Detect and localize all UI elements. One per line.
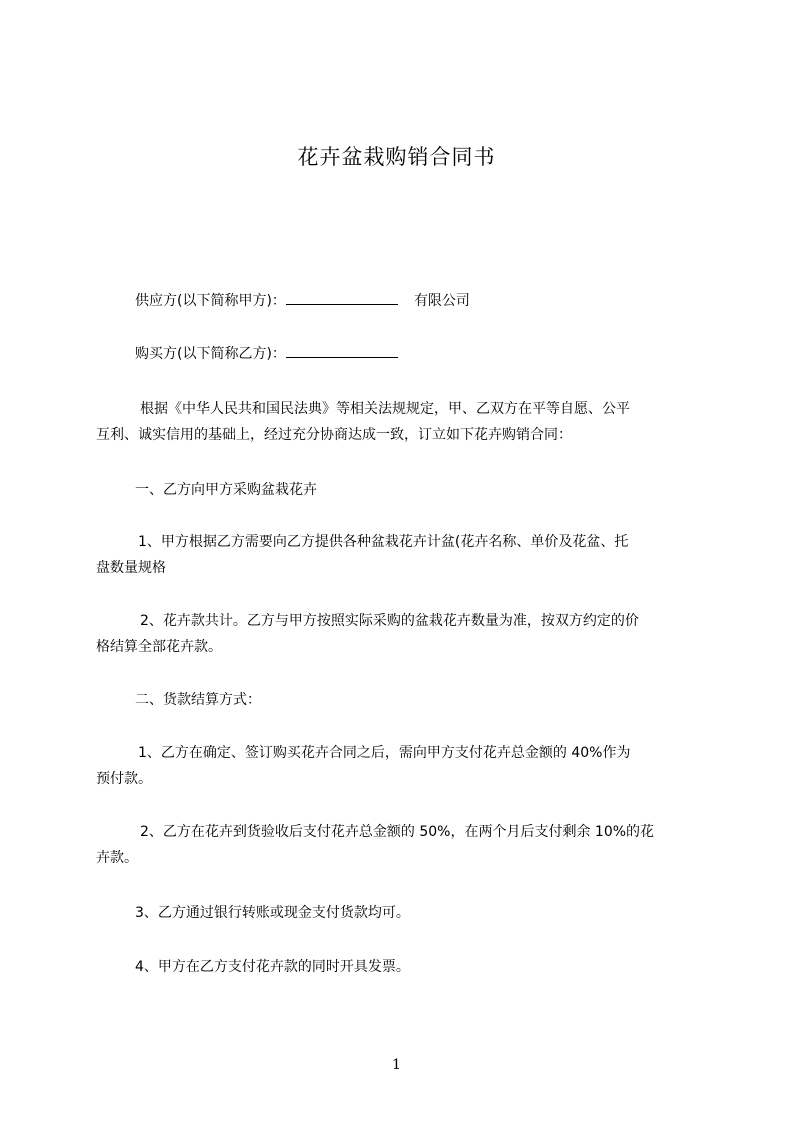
buyer-line [135,343,398,364]
s2-item-4: 4、甲方在乙方支付花卉款的同时开具发票。 [135,959,410,975]
s1-item-1-line-2: 盘数量规格 [96,560,166,576]
s2-item-1-line-1: 1、乙方在确定、签订购买花卉合同之后，需向甲方支付花卉总金额的 40%作为 [138,745,631,761]
supplier-suffix: 有限公司 [413,293,470,309]
section-2-heading: 二、货款结算方式： [135,692,261,708]
buyer-name-blank [286,343,398,358]
s1-item-1-line-1: 1、甲方根据乙方需要向乙方提供各种盆栽花卉计盆(花卉名称、单价及花盆、托 [138,534,629,550]
page-title: 花卉盆栽购销合同书 [297,145,496,169]
s2-item-1-line-2: 预付款。 [96,771,152,787]
s1-item-2-line-1: 2、花卉款共计。乙方与甲方按照实际采购的盆栽花卉数量为准，按双方约定的价 [140,613,639,629]
page-number: 1 [392,1057,401,1073]
supplier-line [135,290,470,311]
section-1-heading: 一、乙方向甲方采购盆栽花卉 [135,482,317,498]
buyer-label: 购买方(以下简称乙方)： [135,346,286,362]
supplier-name-blank [286,290,398,305]
s1-item-2-line-2: 格结算全部花卉款。 [96,639,222,655]
s2-item-2-line-2: 卉款。 [96,850,138,866]
supplier-label: 供应方(以下简称甲方)： [135,293,286,309]
s2-item-2-line-1: 2、乙方在花卉到货验收后支付花卉总金额的 50%，在两个月后支付剩余 10%的花 [140,824,655,840]
s2-item-3: 3、乙方通过银行转账或现金支付货款均可。 [135,905,410,921]
preamble-line-1: 根据《中华人民共和国民法典》等相关法规规定，甲、乙双方在平等自愿、公平 [140,401,630,417]
preamble-line-2: 互利、诚实信用的基础上，经过充分协商达成一致，订立如下花卉购销合同： [96,427,572,443]
